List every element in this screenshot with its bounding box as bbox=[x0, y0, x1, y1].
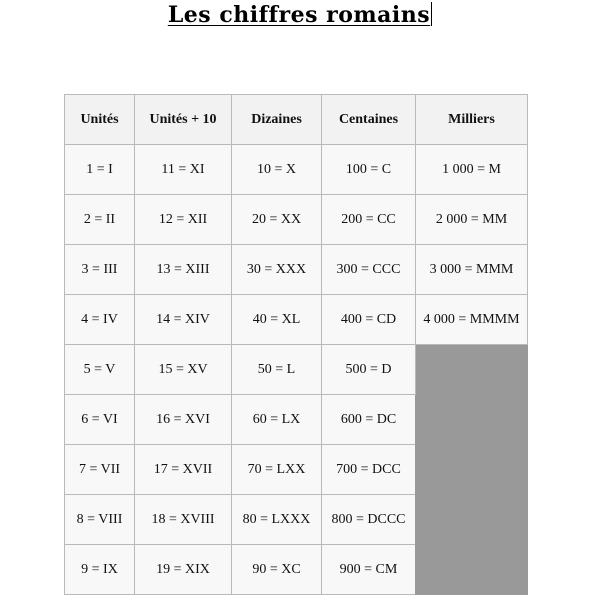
table-cell: 600 = DC bbox=[322, 395, 416, 445]
table-cell: 70 = LXX bbox=[232, 445, 322, 495]
table-cell: 40 = XL bbox=[232, 295, 322, 345]
table-cell: 1 000 = M bbox=[416, 145, 528, 195]
table-cell: 15 = XV bbox=[135, 345, 232, 395]
table-cell: 3 = III bbox=[65, 245, 135, 295]
table-cell: 400 = CD bbox=[322, 295, 416, 345]
table-cell: 7 = VII bbox=[65, 445, 135, 495]
table-cell: 19 = XIX bbox=[135, 545, 232, 595]
table-cell: 1 = I bbox=[65, 145, 135, 195]
header-unites: Unités bbox=[65, 95, 135, 145]
table-cell: 20 = XX bbox=[232, 195, 322, 245]
table-cell: 300 = CCC bbox=[322, 245, 416, 295]
table-cell: 11 = XI bbox=[135, 145, 232, 195]
table-cell: 90 = XC bbox=[232, 545, 322, 595]
table-cell: 2 = II bbox=[65, 195, 135, 245]
table-cell: 800 = DCCC bbox=[322, 495, 416, 545]
table-cell: 4 000 = MMMM bbox=[416, 295, 528, 345]
table-row bbox=[65, 145, 528, 195]
table-cell: 30 = XXX bbox=[232, 245, 322, 295]
roman-numerals-table bbox=[64, 94, 528, 595]
table-cell: 5 = V bbox=[65, 345, 135, 395]
table-cell: 18 = XVIII bbox=[135, 495, 232, 545]
table-row bbox=[65, 245, 528, 295]
table-cell: 8 = VIII bbox=[65, 495, 135, 545]
table-cell: 2 000 = MM bbox=[416, 195, 528, 245]
table-cell: 10 = X bbox=[232, 145, 322, 195]
table-cell: 50 = L bbox=[232, 345, 322, 395]
document-title: Les chiffres romains bbox=[167, 2, 431, 28]
table-cell: 17 = XVII bbox=[135, 445, 232, 495]
table-cell: 13 = XIII bbox=[135, 245, 232, 295]
header-unites-plus-10: Unités + 10 bbox=[135, 95, 232, 145]
header-milliers: Milliers bbox=[416, 95, 528, 145]
table-row bbox=[65, 195, 528, 245]
table-cell: 700 = DCC bbox=[322, 445, 416, 495]
table-cell: 14 = XIV bbox=[135, 295, 232, 345]
table-cell: 12 = XII bbox=[135, 195, 232, 245]
document-title-wrapper bbox=[0, 2, 600, 28]
table-cell: 60 = LX bbox=[232, 395, 322, 445]
table-row bbox=[65, 345, 528, 395]
table-cell: 16 = XVI bbox=[135, 395, 232, 445]
table-cell: 900 = CM bbox=[322, 545, 416, 595]
table-cell: 200 = CC bbox=[322, 195, 416, 245]
table-cell: 100 = C bbox=[322, 145, 416, 195]
table-cell: 6 = VI bbox=[65, 395, 135, 445]
header-centaines: Centaines bbox=[322, 95, 416, 145]
header-row bbox=[65, 95, 528, 145]
header-dizaines: Dizaines bbox=[232, 95, 322, 145]
table-cell: 80 = LXXX bbox=[232, 495, 322, 545]
table-cell: 4 = IV bbox=[65, 295, 135, 345]
table-cell: 9 = IX bbox=[65, 545, 135, 595]
text-cursor bbox=[431, 2, 432, 26]
table-cell: 500 = D bbox=[322, 345, 416, 395]
table-cell: 3 000 = MMM bbox=[416, 245, 528, 295]
empty-shaded-cell bbox=[416, 345, 528, 595]
table-row bbox=[65, 295, 528, 345]
